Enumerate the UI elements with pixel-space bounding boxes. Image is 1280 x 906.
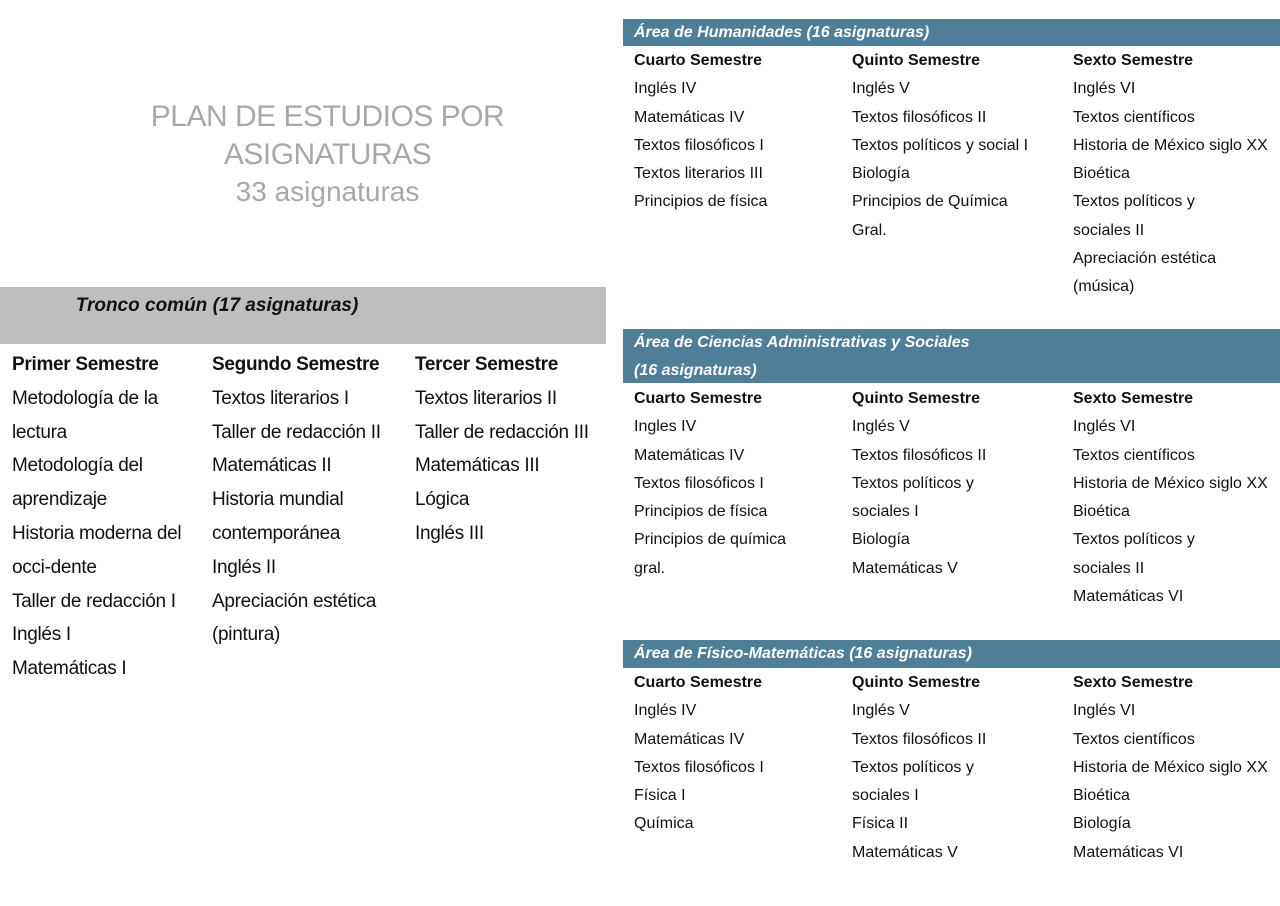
subject-item: Biología [852, 165, 910, 183]
subject-item: Ingles IV [634, 418, 697, 436]
subject-item: Taller de redacción I [12, 590, 176, 612]
subject-item: Taller de redacción II [212, 421, 381, 443]
subject-item: Textos políticos y sociales I [852, 474, 974, 521]
subject-item: Textos políticos y sociales I [852, 758, 974, 805]
semester-header: Cuarto Semestre [634, 52, 763, 69]
ciencias-admin-column-cuarto [634, 385, 829, 583]
semester-header: Cuarto Semestre [634, 674, 763, 691]
subject-item: Textos literarios II [415, 387, 557, 409]
subject-item: Matemáticas V [852, 843, 958, 861]
subject-item: Apreciación estética (pintura) [212, 590, 377, 646]
title-line-1: PLAN DE ESTUDIOS POR [150, 100, 505, 133]
title-line-2: ASIGNATURAS [223, 138, 432, 171]
subject-item: Historia de México siglo XX [1073, 758, 1268, 776]
subject-item: Física I [634, 787, 686, 805]
fisico-matematicas-column-quinto [852, 669, 1062, 867]
subject-item: Inglés I [12, 624, 71, 646]
semester-header: Segundo Semestre [212, 354, 380, 375]
subject-item: Bioética [1073, 503, 1130, 521]
humanidades-column-cuarto [634, 47, 839, 217]
subject-item: Química [634, 815, 694, 833]
semester-header: Sexto Semestre [1073, 390, 1194, 407]
subject-item: Apreciación estética (música) [1073, 250, 1217, 296]
area-title-count: (16 asignaturas) [634, 362, 757, 379]
subject-item: Biología [1073, 815, 1131, 833]
area-fisico-matematicas-header [623, 640, 1280, 668]
ciencias-admin-column-quinto [852, 385, 1062, 583]
area-title: Área de Ciencias Administrativas y Sociales [634, 334, 970, 351]
semester-header: Quinto Semestre [852, 674, 981, 691]
subject-item: Textos filosóficos I [634, 136, 764, 154]
plan-title [0, 98, 655, 210]
subject-item: Bioética [1073, 165, 1130, 183]
semester-header: Quinto Semestre [852, 390, 981, 407]
humanidades-column-sexto [1073, 47, 1273, 302]
subject-item: Inglés V [852, 702, 910, 720]
semester-header: Sexto Semestre [1073, 674, 1194, 691]
subject-item: Matemáticas VI [1073, 843, 1184, 861]
subject-item: Matemáticas I [12, 658, 127, 680]
subject-item: Textos literarios III [634, 165, 763, 183]
subject-item: Textos políticos y sociales II [1073, 531, 1195, 577]
subject-item: Textos científicos [1073, 108, 1195, 126]
subject-item: Textos filosóficos II [852, 730, 987, 748]
area-title: Área de Humanidades (16 asignaturas) [634, 24, 930, 41]
subject-item: Textos literarios I [212, 387, 349, 409]
semester-header: Tercer Semestre [415, 354, 559, 375]
semester-header: Cuarto Semestre [634, 390, 763, 407]
subject-item: Textos filosóficos II [852, 446, 987, 464]
subject-item: Principios de física [634, 193, 768, 211]
semester-header: Sexto Semestre [1073, 52, 1194, 69]
tronco-column-primer-semestre [12, 348, 197, 686]
subject-item: Bioética [1073, 787, 1130, 805]
fisico-matematicas-column-cuarto [634, 669, 829, 839]
area-title: Área de Físico-Matemáticas (16 asignaturas) [634, 645, 972, 662]
subject-item: Metodología de la lectura [12, 387, 158, 443]
subject-item: Historia de México siglo XX [1073, 136, 1268, 154]
subject-item: Matemáticas IV [634, 730, 745, 748]
subject-item: Inglés IV [634, 702, 697, 720]
subject-item: Biología [852, 531, 910, 549]
subject-item: Textos filosóficos I [634, 474, 764, 492]
subject-item: Textos filosóficos I [634, 758, 764, 776]
subject-item: Principios de Química Gral. [852, 193, 1008, 239]
tronco-column-tercer-semestre [415, 348, 605, 551]
subject-item: Matemáticas III [415, 455, 540, 477]
subject-item: Matemáticas IV [634, 446, 745, 464]
subject-item: Lógica [415, 489, 470, 511]
subject-item: Inglés VI [1073, 80, 1136, 98]
humanidades-column-quinto [852, 47, 1062, 245]
subject-item: Matemáticas V [852, 559, 958, 577]
area-humanidades-header [623, 19, 1280, 46]
subject-item: Textos filosóficos II [852, 108, 987, 126]
subject-item: Inglés V [852, 418, 910, 436]
subject-item: Taller de redacción III [415, 421, 589, 443]
subject-item: Matemáticas II [212, 455, 332, 477]
semester-header: Quinto Semestre [852, 52, 981, 69]
subject-item: Historia mundial contemporánea [212, 489, 344, 544]
subject-item: Textos científicos [1073, 730, 1195, 748]
semester-header: Primer Semestre [12, 354, 159, 375]
subject-item: Principios de física [634, 503, 768, 521]
subject-item: Historia moderna del occi-dente [12, 522, 182, 578]
subject-item: Textos científicos [1073, 446, 1195, 464]
subject-item: Inglés V [852, 80, 910, 98]
subject-item: Matemáticas IV [634, 108, 745, 126]
subject-item: Textos políticos y sociales II [1073, 193, 1195, 239]
tronco-comun-header [0, 287, 606, 344]
subject-item: Física II [852, 815, 909, 833]
subject-item: Inglés VI [1073, 418, 1136, 436]
title-subject-count: 33 asignaturas [235, 176, 420, 207]
subject-item: Principios de química gral. [634, 531, 787, 577]
tronco-column-segundo-semestre [212, 348, 407, 652]
ciencias-admin-column-sexto [1073, 385, 1273, 611]
subject-item: Textos políticos y social I [852, 136, 1029, 154]
subject-item: Metodología del aprendizaje [12, 455, 143, 511]
tronco-comun-title: Tronco común (17 asignaturas) [75, 295, 359, 316]
subject-item: Matemáticas VI [1073, 588, 1184, 606]
fisico-matematicas-column-sexto [1073, 669, 1273, 867]
subject-item: Inglés IV [634, 80, 697, 98]
subject-item: Historia de México siglo XX [1073, 474, 1268, 492]
subject-item: Inglés VI [1073, 702, 1136, 720]
area-ciencias-admin-header [623, 329, 1280, 383]
subject-item: Inglés II [212, 556, 276, 578]
subject-item: Inglés III [415, 522, 484, 544]
